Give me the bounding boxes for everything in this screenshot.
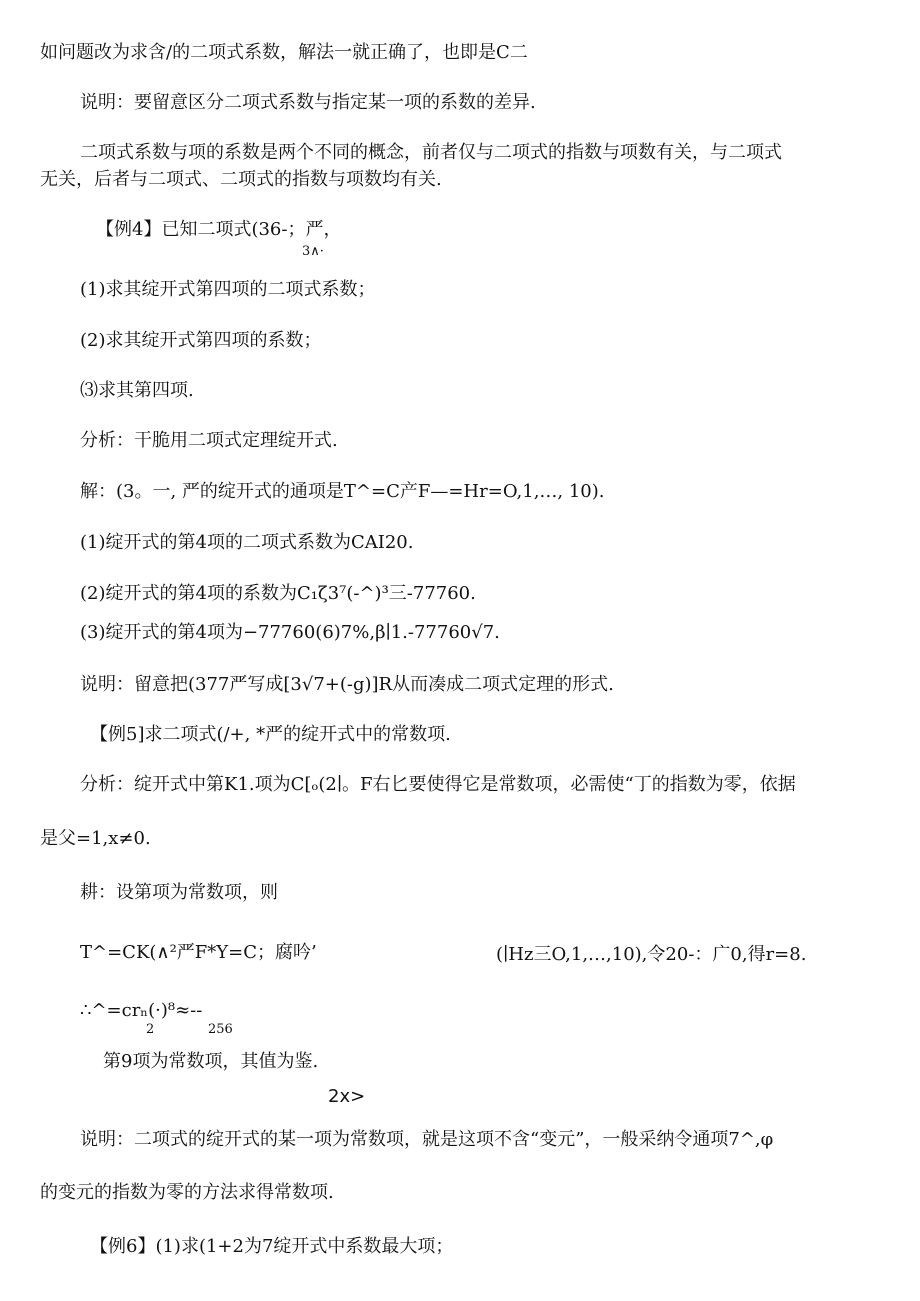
text-line-18: 说明：二项式的绽开式的某一项为常数项，就是这项不含“变元”，一般采纳令通项7^,φ <box>80 1129 774 1150</box>
formula-line-1-right: (∣Hz三O,1,…,10),令20-：广0,得r=8. <box>496 944 807 965</box>
text-line-3: 二项式系数与项的系数是两个不同的概念，前者仅与二项式的指数与项数有关，与二项式 <box>80 142 782 163</box>
text-line-12: (3)绽开式的第4项为−77760(6)7%,β∣1.-77760√7. <box>80 622 500 643</box>
text-line-15: 是父=1,x≠0. <box>40 828 151 849</box>
text-line-8: 分析：干脆用二项式定理绽开式. <box>80 430 338 451</box>
text-line-17: 第9项为常数项，其值为鉴. <box>103 1051 319 1072</box>
text-line-5: (1)求其绽开式第四项的二项式系数； <box>80 279 376 300</box>
example-6-heading: 【例6】(1)求(1+2为7绽开式中系数最大项； <box>90 1236 454 1257</box>
text-line-16: 耕：设第项为常数项，则 <box>80 882 278 903</box>
text-line-19: 的变元的指数为零的方法求得常数项. <box>40 1182 334 1203</box>
text-line-10: (1)绽开式的第4项的二项式系数为CAI20. <box>80 532 414 553</box>
text-line-1: 如问题改为求含/的二项式系数，解法一就正确了，也即是C二 <box>40 42 528 63</box>
formula-line-2: ∴^=crₙ(·)⁸≈-- <box>80 1000 203 1021</box>
example-4-subscript: 3∧· <box>302 244 324 259</box>
text-line-11: (2)绽开式的第4项的系数为C₁ζ3⁷(-^)³三-77760. <box>80 583 476 604</box>
text-line-7: ⑶求其第四项. <box>80 380 194 401</box>
example-4-heading: 【例4】已知二项式(36-；严， <box>96 219 342 240</box>
formula-fragment: 2x> <box>328 1086 366 1107</box>
text-line-13: 说明：留意把(377严写成[3√7+(-g)]R从而凑成二项式定理的形式. <box>80 674 614 695</box>
formula-denominator-1: 2 <box>146 1022 155 1037</box>
text-line-14: 分析：绽开式中第K1.项为C[ₒ(2∣。F右匕要使得它是常数项，必需使“丁的指数为零，依据 <box>80 774 796 795</box>
text-line-9: 解：(3。一, 严的绽开式的通项是T^=C产F—=Hr=O,1,…, 10). <box>80 481 605 502</box>
formula-denominator-2: 256 <box>208 1022 233 1037</box>
text-line-2: 说明：要留意区分二项式系数与指定某一项的系数的差异. <box>80 92 536 113</box>
text-line-4: 无关，后者与二项式、二项式的指数与项数均有关. <box>40 169 442 190</box>
text-line-6: (2)求其绽开式第四项的系数； <box>80 330 322 351</box>
formula-line-1: T^=CK(∧²严F*Y=C；腐吟’ <box>80 942 317 963</box>
example-5-heading: 【例5]求二项式(/+, *严的绽开式中的常数项. <box>90 724 451 745</box>
